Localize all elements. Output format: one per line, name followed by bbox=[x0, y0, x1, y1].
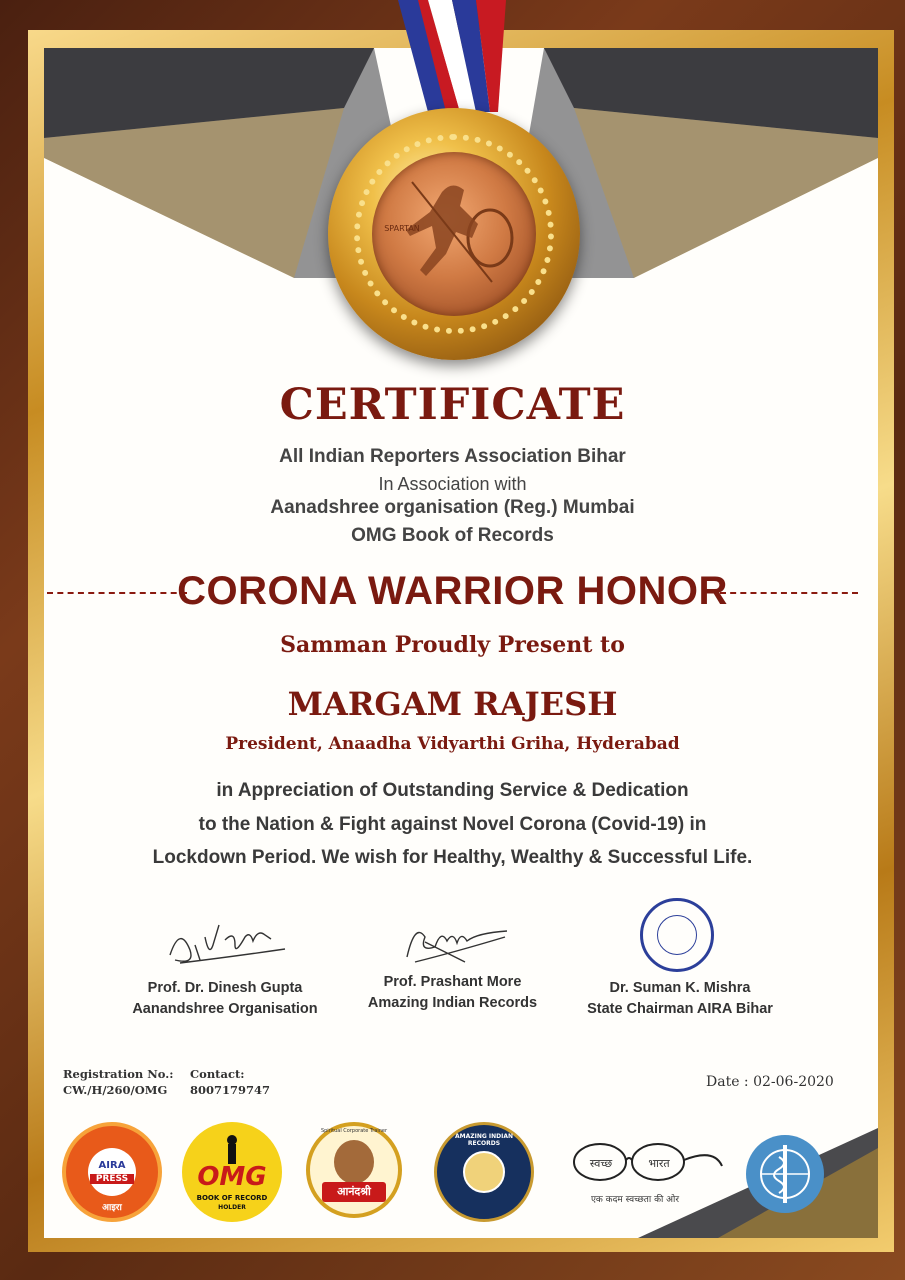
contact-label: Contact: bbox=[190, 1067, 245, 1081]
signatory-2-org: Amazing Indian Records bbox=[367, 995, 538, 1011]
aira-logo-center-text: AIRA bbox=[98, 1160, 126, 1171]
contact-value: 8007179747 bbox=[190, 1083, 271, 1097]
contact-block bbox=[190, 1066, 270, 1098]
body-line-1: in Appreciation of Outstanding Service & Dedication bbox=[216, 780, 689, 801]
body-line-3: Lockdown Period. We wish for Healthy, Wealthy & Successful Life. bbox=[152, 847, 753, 868]
aira-logo-hindi: आइरा bbox=[102, 1203, 122, 1213]
lion-emblem-icon bbox=[463, 1151, 505, 1193]
gold-medal bbox=[328, 108, 580, 360]
signatory-1 bbox=[120, 978, 330, 1020]
signatory-3-org: State Chairman AIRA Bihar bbox=[587, 1001, 773, 1017]
omg-logo-main: OMG bbox=[197, 1162, 267, 1192]
certificate-title: CERTIFICATE bbox=[279, 380, 626, 430]
amazing-indian-records-logo bbox=[434, 1122, 534, 1222]
signatory-1-name: Prof. Dr. Dinesh Gupta bbox=[147, 980, 303, 996]
swachh-bharat-tagline: एक कदम स्वच्छता की ओर bbox=[590, 1195, 680, 1205]
who-logo bbox=[746, 1135, 824, 1213]
omg-logo-sub: BOOK OF RECORD bbox=[196, 1194, 268, 1202]
signatory-2 bbox=[350, 972, 555, 1014]
recipient-name: MARGAM RAJESH bbox=[287, 685, 618, 723]
divider-right bbox=[720, 592, 858, 594]
signatory-3 bbox=[575, 978, 785, 1020]
who-emblem-icon bbox=[746, 1135, 824, 1213]
stamp-center bbox=[657, 915, 697, 955]
present-line: Samman Proudly Present to bbox=[280, 632, 625, 658]
aira-logo-badge: PRESS bbox=[90, 1174, 134, 1184]
signatory-2-name: Prof. Prashant More bbox=[383, 974, 522, 990]
honor-title: CORONA WARRIOR HONOR bbox=[177, 569, 728, 613]
anandshree-ring-text: Spiritual Corporate Trainer bbox=[320, 1128, 388, 1134]
swachh-word: स्वच्छ bbox=[589, 1157, 613, 1170]
signature-dinesh-gupta bbox=[160, 915, 290, 970]
medal-ribbon bbox=[398, 0, 506, 112]
aira-logo-center bbox=[88, 1148, 136, 1196]
signature-prashant-more bbox=[395, 912, 515, 972]
spartan-warrior-icon bbox=[372, 152, 536, 316]
registration-label: Registration No.: bbox=[63, 1067, 174, 1081]
org-line-1: All Indian Reporters Association Bihar bbox=[279, 446, 626, 467]
anandshree-band-text: आनंदश्री bbox=[337, 1185, 371, 1198]
recipient-role: President, Anaadha Vidyarthi Griha, Hyderabad bbox=[225, 734, 680, 754]
org-line-3: Aanadshree organisation (Reg.) Mumbai bbox=[270, 497, 635, 518]
signatory-1-org: Aanandshree Organisation bbox=[132, 1001, 318, 1017]
medal-engraving: SPARTAN bbox=[384, 224, 420, 233]
body-line-2: to the Nation & Fight against Novel Corona (Covid-19) in bbox=[198, 814, 707, 835]
aira-logo bbox=[62, 1122, 162, 1222]
org-line-4: OMG Book of Records bbox=[351, 525, 554, 546]
trainer-portrait bbox=[334, 1140, 374, 1184]
omg-book-of-record-logo bbox=[182, 1122, 282, 1222]
anandshree-logo bbox=[306, 1122, 402, 1218]
registration-value: CW./H/260/OMG bbox=[63, 1083, 168, 1097]
org-line-2: In Association with bbox=[378, 474, 527, 494]
medal-face bbox=[372, 152, 536, 316]
amazing-indian-records-ring-text: AMAZING INDIAN RECORDS bbox=[454, 1133, 513, 1147]
issue-date: Date : 02-06-2020 bbox=[706, 1074, 834, 1090]
signatory-3-name: Dr. Suman K. Mishra bbox=[609, 980, 751, 996]
registration-block bbox=[63, 1066, 174, 1098]
omg-logo-sub2: HOLDER bbox=[218, 1204, 246, 1211]
bharat-word: भारत bbox=[648, 1157, 670, 1170]
aira-stamp bbox=[640, 898, 714, 972]
